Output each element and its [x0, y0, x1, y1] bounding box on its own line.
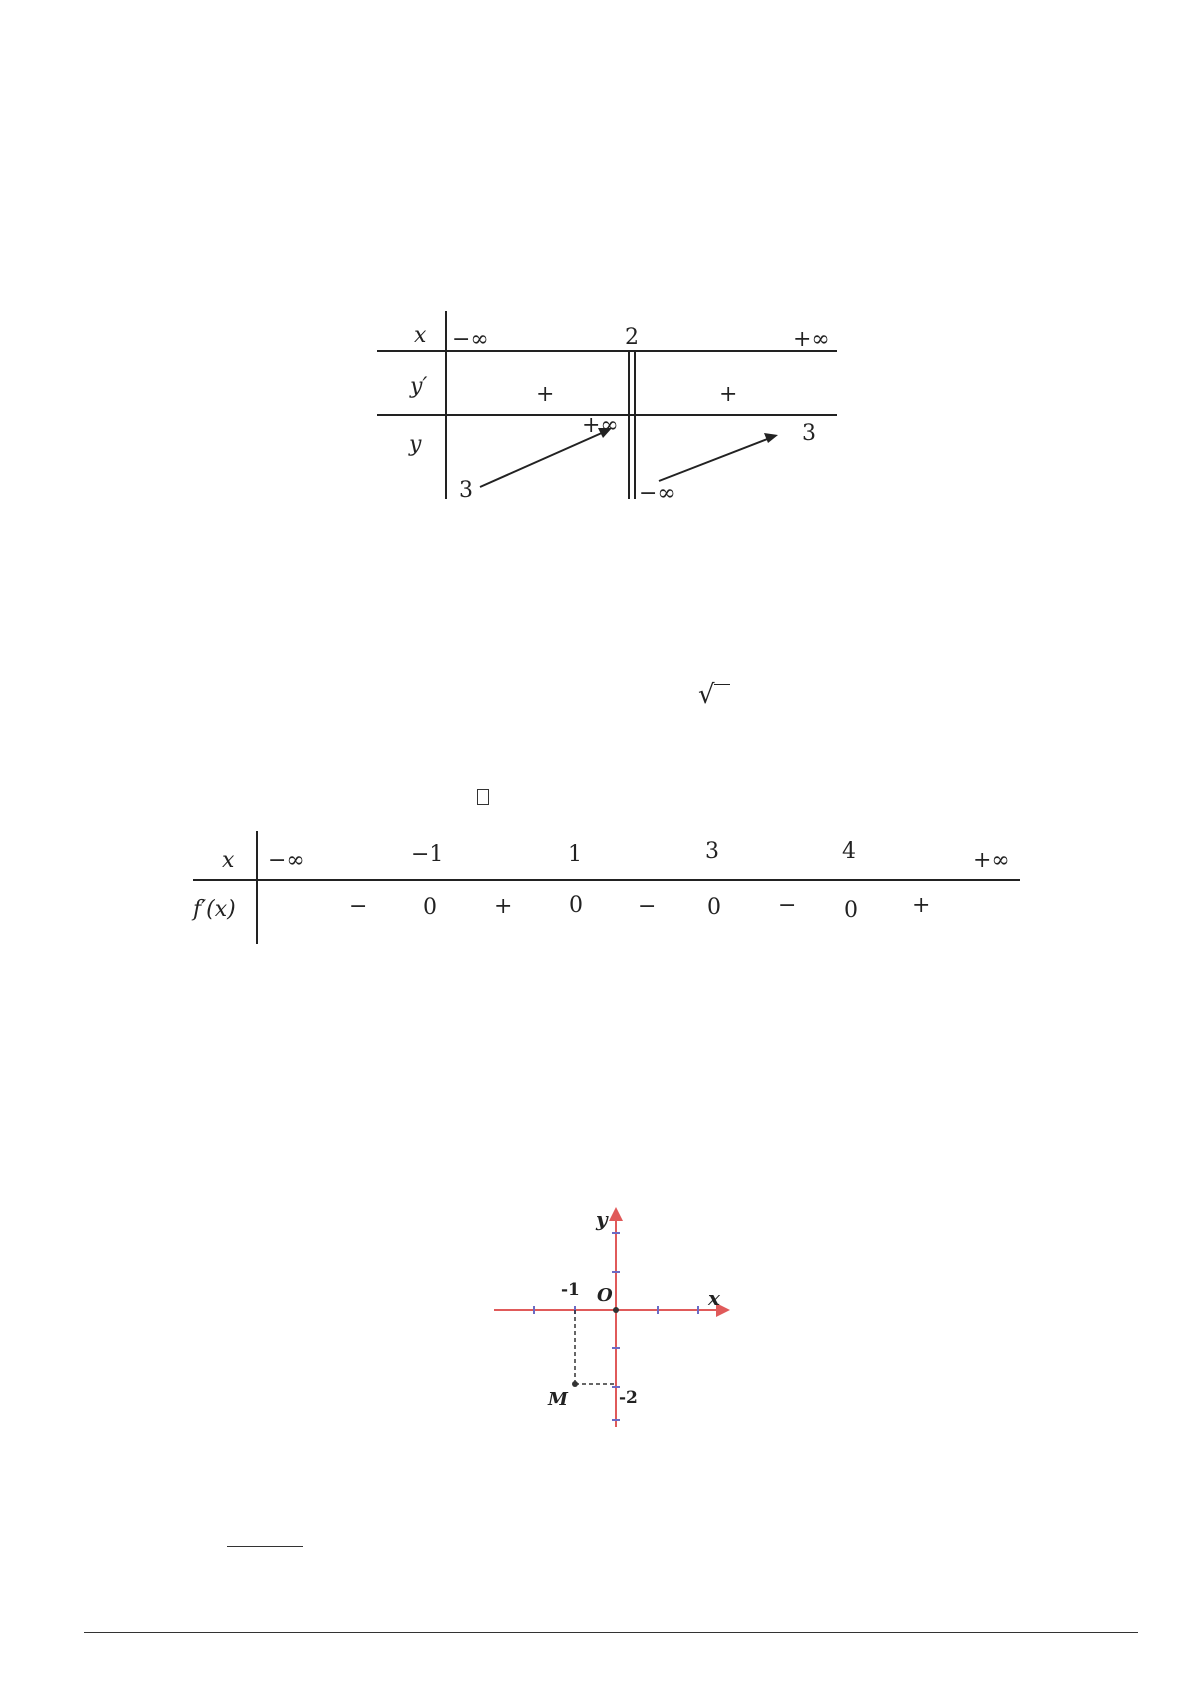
table1-arrow-2: [659, 438, 770, 481]
origin-dot: [613, 1307, 619, 1313]
table2-sign-1: −: [349, 894, 368, 919]
table1-y-posinf: +∞: [582, 413, 619, 438]
table2-sign-8: 0: [844, 898, 858, 923]
table1-y-start: 3: [459, 478, 473, 503]
table1-sign-1: +: [536, 382, 555, 407]
table1-label-y: y: [409, 432, 422, 457]
table2-label-fprime: f′(x): [193, 897, 236, 922]
graph-label-origin: O: [597, 1285, 613, 1306]
table2-x-3: 3: [705, 839, 719, 864]
table2-sign-9: +: [912, 893, 931, 918]
table2-sign-3: +: [494, 894, 513, 919]
table1-arrowhead-2: [764, 433, 778, 443]
table1-sign-2: +: [719, 382, 738, 407]
table2-x-minus1: −1: [411, 842, 444, 867]
table1-y-neginf: −∞: [639, 481, 676, 506]
sqrt-overbar: [714, 684, 730, 685]
table2-x-4: 4: [842, 839, 856, 864]
table1-label-yprime: y′: [410, 374, 428, 399]
footer-rule: [84, 1632, 1138, 1633]
graph-label-x: x: [708, 1286, 720, 1310]
table1-x-neginf: −∞: [452, 327, 489, 352]
table2-sign-2: 0: [423, 895, 437, 920]
point-m: [572, 1381, 578, 1387]
graph-point-label: M: [548, 1389, 568, 1410]
graph-tick-minus2: -2: [619, 1388, 638, 1408]
table1-label-x: x: [414, 323, 427, 348]
table2-x-neginf: −∞: [268, 848, 305, 873]
table2-label-x: x: [222, 848, 235, 873]
table1-x-posinf: +∞: [793, 327, 830, 352]
missing-glyph-box: [477, 789, 489, 805]
table2-x-posinf: +∞: [973, 848, 1010, 873]
table2-sign-5: −: [638, 894, 657, 919]
table2-x-1: 1: [568, 842, 582, 867]
coordinate-graph: [494, 1207, 730, 1427]
table2-sign-7: −: [778, 893, 797, 918]
underline-fragment: [227, 1546, 303, 1547]
table2-sign-4: 0: [569, 893, 583, 918]
graph-label-y: y: [596, 1207, 608, 1231]
table1-x-2: 2: [625, 325, 639, 350]
table1-y-end: 3: [802, 421, 816, 446]
y-axis-arrow: [609, 1207, 623, 1221]
graph-tick-minus1: -1: [561, 1280, 580, 1300]
table2-sign-6: 0: [707, 895, 721, 920]
sqrt-symbol: √: [698, 680, 715, 710]
table1-arrow-1: [480, 432, 604, 487]
